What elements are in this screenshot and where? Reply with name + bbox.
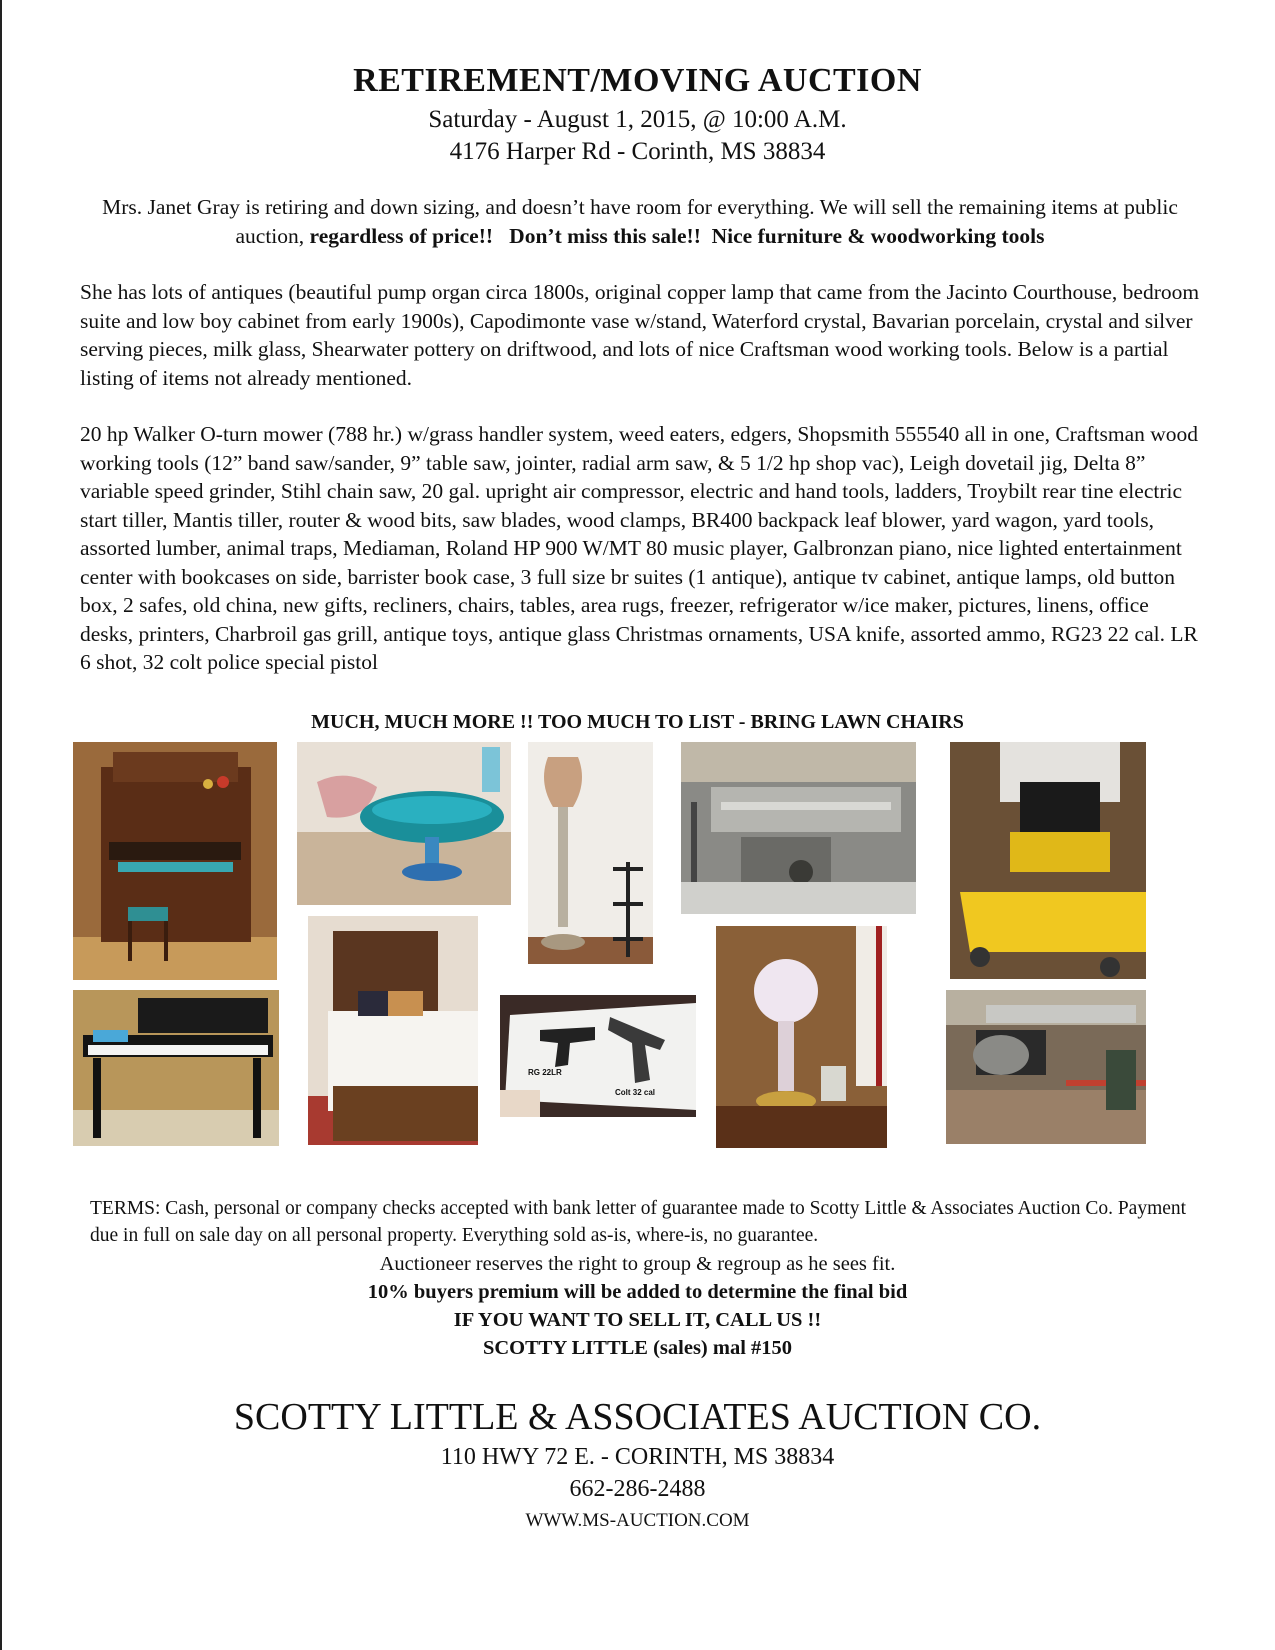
intro-paragraph <box>80 193 1200 250</box>
photo-globe-lamp <box>716 926 887 1148</box>
photo-pump-organ <box>73 742 277 980</box>
auction-date: Saturday - August 1, 2015, @ 10:00 A.M. <box>428 106 847 133</box>
auction-address: 4176 Harper Rd - Corinth, MS 38834 <box>449 138 826 165</box>
photo-digital-piano <box>73 990 279 1146</box>
much-more-line: MUCH, MUCH MORE !! TOO MUCH TO LIST - BRING LAWN CHAIRS <box>311 711 964 733</box>
photo-pistols <box>500 995 696 1117</box>
intro-text: Mrs. Janet Gray is retiring and down sizing, and doesn’t have room for everything. We will sell the remaining items at public auction, <box>102 195 1178 248</box>
photo-glass-bowl <box>297 742 511 905</box>
photo-radial-arm-saw <box>946 990 1146 1144</box>
terms-scotty-little: SCOTTY LITTLE (sales) mal #150 <box>482 1337 793 1359</box>
photo-vase-stand <box>528 742 653 964</box>
intro-bold-furniture: Nice furniture & woodworking tools <box>711 223 1045 248</box>
gun-label-rg: RG 22LR <box>528 1068 562 1077</box>
photo-riding-mower <box>950 742 1146 979</box>
photo-antique-bed <box>308 916 478 1145</box>
company-website: WWW.MS-AUCTION.COM <box>525 1510 750 1531</box>
terms-premium: 10% buyers premium will be added to determine the final bid <box>367 1281 908 1303</box>
terms-reserve: Auctioneer reserves the right to group & regroup as he sees fit. <box>379 1253 896 1275</box>
photo-table-saw <box>681 742 916 914</box>
company-phone: 662-286-2488 <box>569 1476 706 1502</box>
items-paragraph: 20 hp Walker O-turn mower (788 hr.) w/grass handler system, weed eaters, edgers, Shopsmith 555540 all in one, Craftsman wood working tools (12” band saw/sander, 9” table saw, jointer, radial arm saw, & 5 1/2 hp shop vac), Leigh dovetail jig, Delta 8” variable speed grinder, Stihl chain saw, 20 gal. upright air compressor, electric and hand tools, ladders, Troybilt rear tine electric start tiller, Mantis tiller, router & wood bits, saw blades, wood clamps, BR400 backpack leaf blower, yard wagon, yard tools, assorted lumber, animal traps, Mediaman, Roland HP 900 W/MT 80 music player, Galbronzan piano, nice lighted entertainment center with bookcases on side, barrister book case, 3 full size br suites (1 antique), antique tv cabinet, antique lamps, old button box, 2 safes, old china, new gifts, recliners, chairs, tables, area rugs, freezer, refrigerator w/ice maker, pictures, linens, office desks, printers, Charbroil gas grill, antique toys, antique glass Christmas ornaments, USA knife, assorted ammo, RG23 22 cal. LR 6 shot, 32 colt police special pistol <box>80 422 1199 674</box>
intro-bold-price: regardless of price!! <box>309 223 494 248</box>
company-name: SCOTTY LITTLE & ASSOCIATES AUCTION CO. <box>233 1396 1042 1438</box>
terms-center-block <box>0 1250 1275 1362</box>
intro-bold-dont-miss: Don’t miss this sale!! <box>509 223 701 248</box>
antiques-paragraph: She has lots of antiques (beautiful pump organ circa 1800s, original copper lamp that came from the Jacinto Courthouse, bedroom suite and low boy cabinet from early 1900s), Capodimonte vase w/stand, Waterford crystal, Bavarian porcelain, crystal and silver serving pieces, milk glass, Shearwater pottery on driftwood, and lots of nice Craftsman wood working tools. Below is a partial listing of items not already mentioned. <box>80 280 1200 390</box>
flyer-title: RETIREMENT/MOVING AUCTION <box>353 62 922 99</box>
terms-paragraph: TERMS: Cash, personal or company checks accepted with bank letter of guarantee made to Scotty Little & Associates Auction Co. Payment due in full on sale day on all personal property. Everything sold as-is, where-is, no guarantee. <box>90 1198 1187 1246</box>
terms-sell-it: IF YOU WANT TO SELL IT, CALL US !! <box>453 1309 822 1331</box>
company-address: 110 HWY 72 E. - CORINTH, MS 38834 <box>440 1444 835 1470</box>
gun-label-colt: Colt 32 cal <box>615 1088 656 1097</box>
